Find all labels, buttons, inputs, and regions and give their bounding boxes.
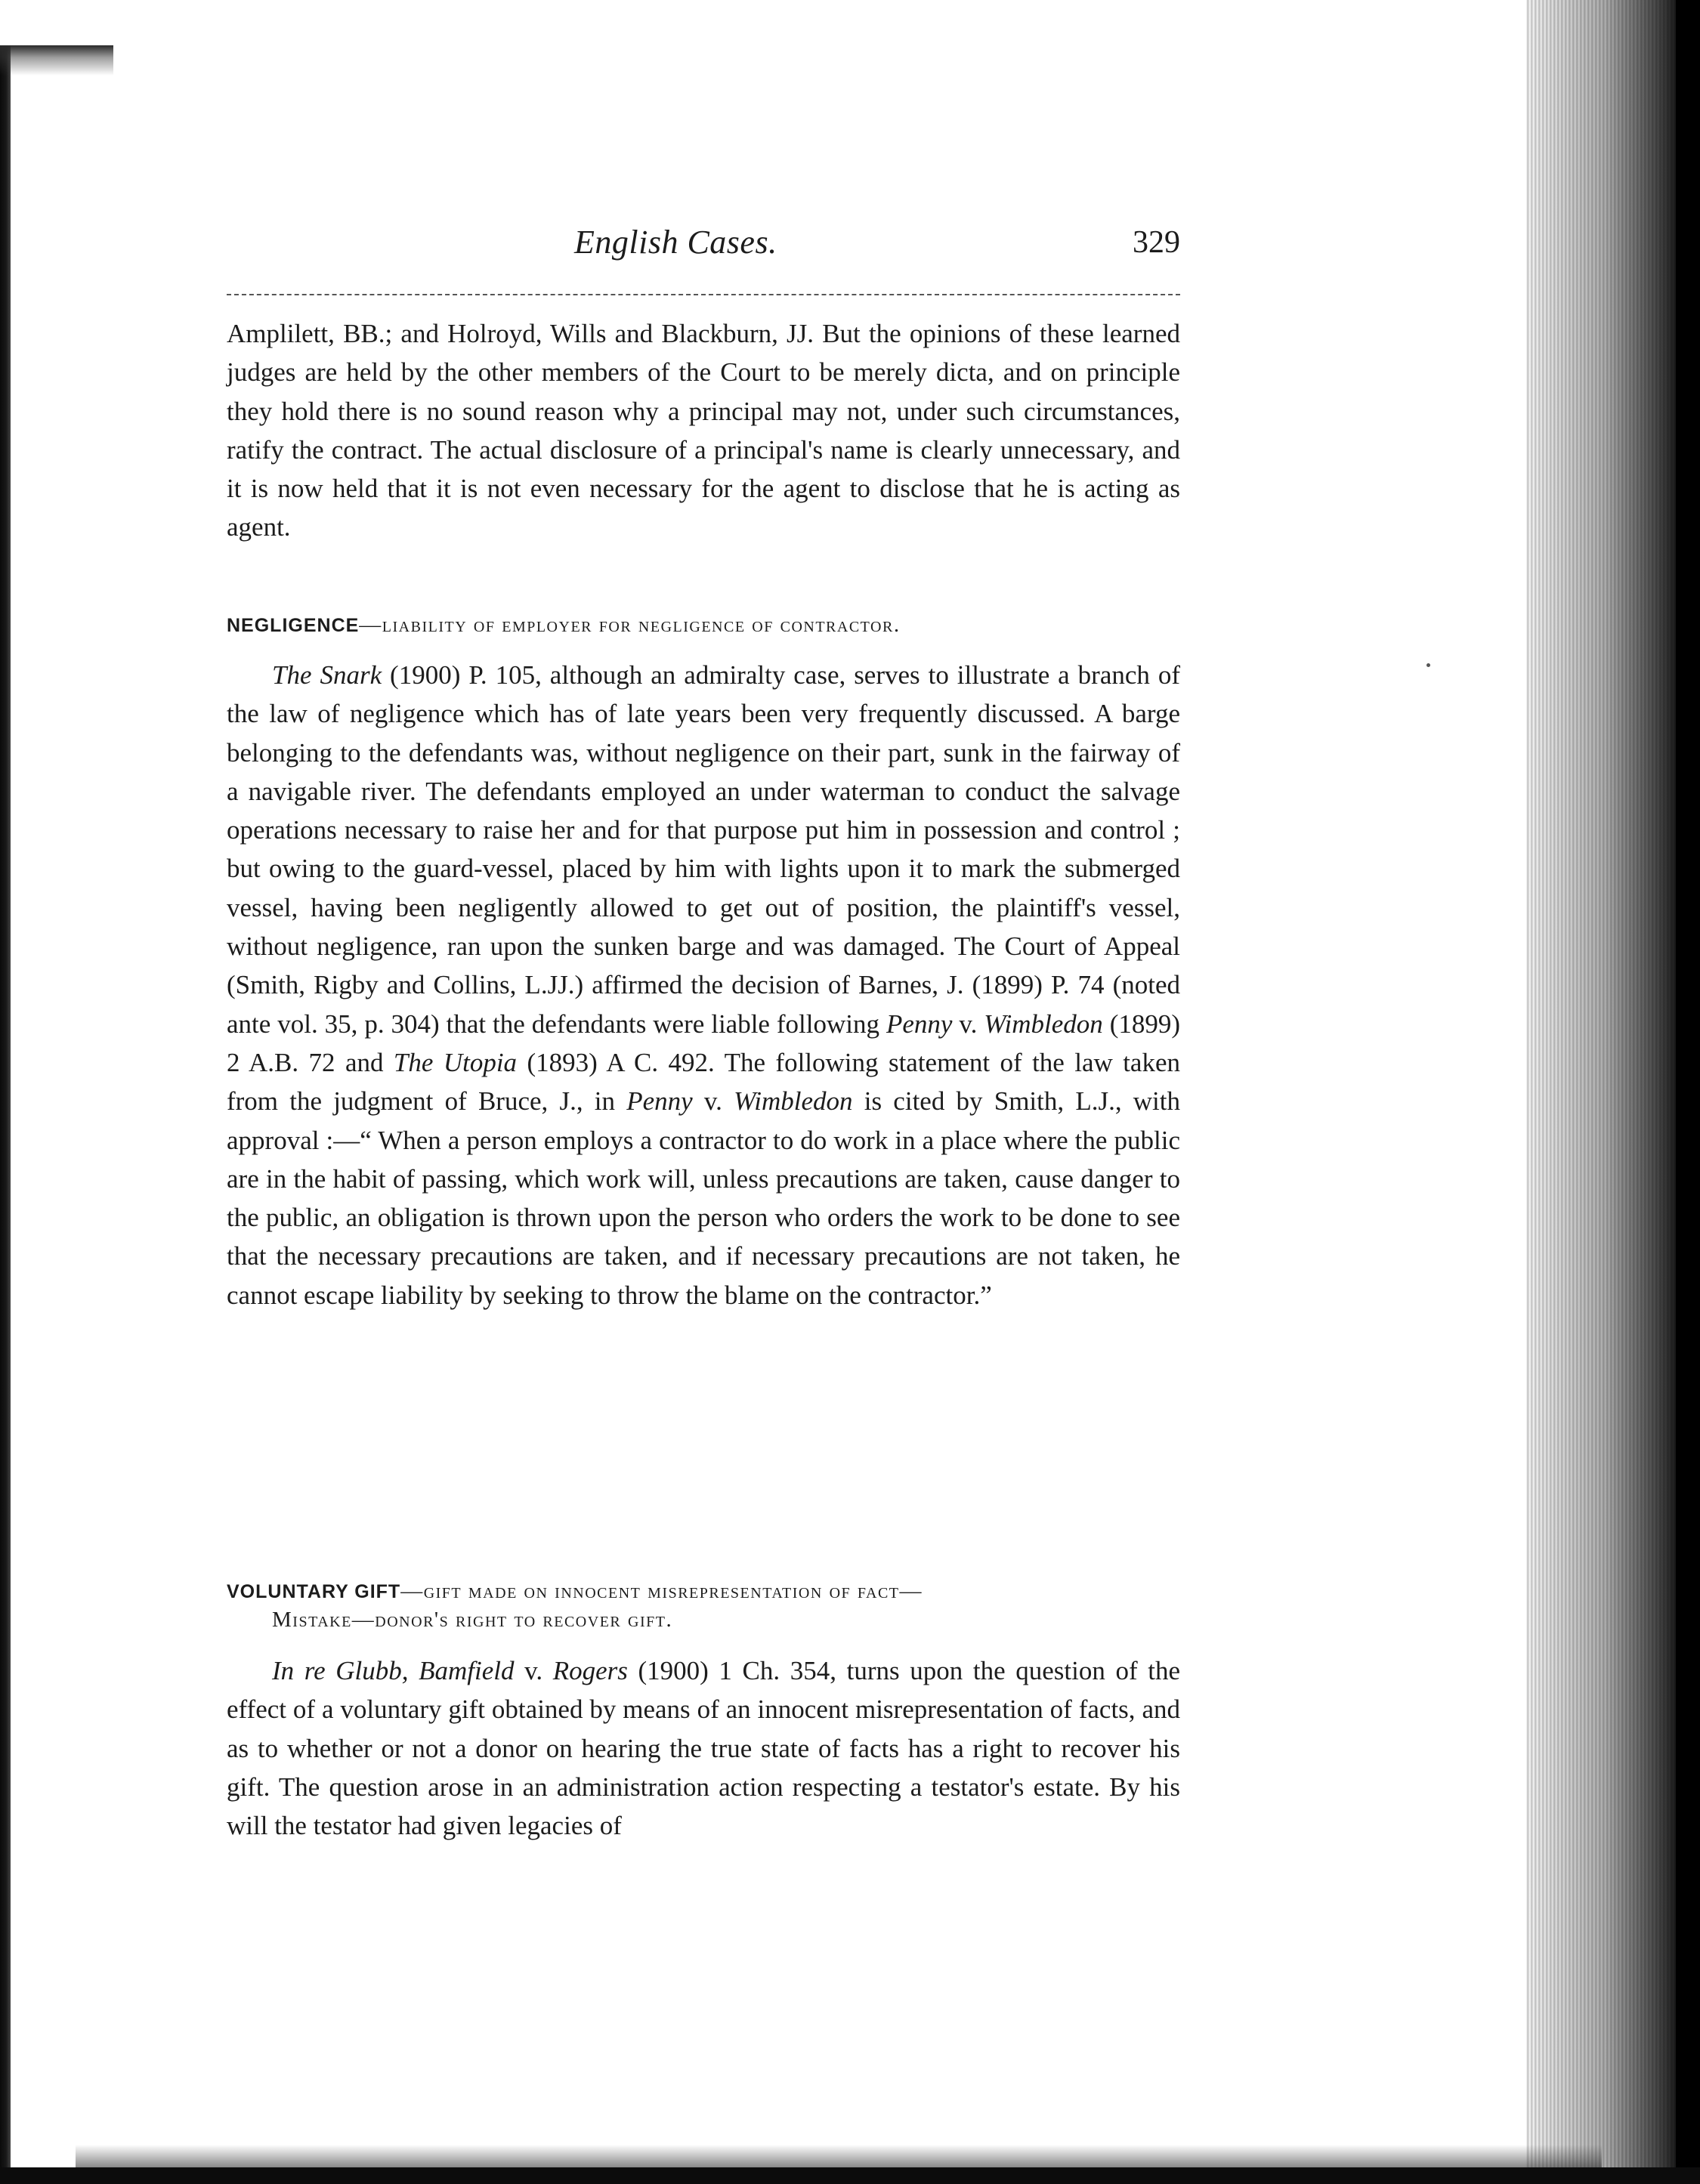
heading-keyword: VOLUNTARY GIFT bbox=[227, 1581, 401, 1602]
heading-subtitle: —liability of employer for negligence of contractor. bbox=[359, 613, 901, 637]
scan-top-left-shadow bbox=[0, 45, 113, 76]
paragraph-segment: is cited by Smith, L.J., with approval :—“ When a person employs a contractor to do work in a place where the public are in the habit of passing, which work will, unless precautions are taken, cause danger to the public, an obligation is thrown upon the person who orders the work to be done to see that the necessary precautions are taken, and if necessary precautions are not taken, he cannot escape liability by seeking to throw the blame on the contractor.” bbox=[227, 1086, 1180, 1310]
paragraph-text bbox=[227, 1651, 1180, 1845]
paragraph-segment: (1893) A C. 492. The following statement of the law taken from the judgment of Bruce, J., in bbox=[227, 1047, 1180, 1117]
voluntary-gift-paragraph bbox=[227, 1651, 1180, 1845]
running-head-title: English Cases. bbox=[574, 224, 777, 261]
scan-left-edge bbox=[0, 45, 11, 2184]
paragraph-text bbox=[227, 656, 1180, 1314]
case-versus: v. bbox=[952, 1009, 984, 1039]
case-party: Rogers bbox=[552, 1656, 628, 1685]
book-page bbox=[227, 223, 1180, 1841]
case-party: Wimbledon bbox=[734, 1086, 853, 1117]
case-name: In re Glubb, Bamfield bbox=[272, 1656, 515, 1685]
page-number: 329 bbox=[1133, 225, 1180, 260]
heading-keyword: NEGLIGENCE bbox=[227, 615, 360, 636]
heading-subtitle-continued: Mistake—donor's right to recover gift. bbox=[272, 1608, 673, 1632]
paragraph-segment: (1900) P. 105, although an admiralty case, serves to illustrate a branch of the law of negligence which has of late years been very frequently discussed. A barge belonging to the defendants was, without negligence on their part, sunk in the fairway of a navigable river. The defendants employed an under waterman to conduct the salvage operations necessary to raise her and for that purpose put him in possession and control ; but owing to the guard-vessel, placed by him with lights upon it to mark the submerged vessel, having been negligently allowed to get out of position, the plaintiff's vessel, without negligence, ran upon the sunken barge and was damaged. The Court of Appeal (Smith, Rigby and Collins, L.JJ.) affirmed the decision of Barnes, J. (1899) P. 74 (noted ante vol. 35, p. 304) that the defendants were liable following bbox=[227, 660, 1180, 1039]
case-versus: v. bbox=[514, 1656, 553, 1685]
continuation-paragraph bbox=[227, 314, 1180, 547]
section-heading-voluntary-gift bbox=[227, 1577, 1180, 1633]
scan-bottom-shadow bbox=[76, 2145, 1602, 2167]
scan-bottom-border bbox=[0, 2167, 1700, 2184]
heading-subtitle: —gift made on innocent misrepresentation of fact— bbox=[400, 1579, 923, 1603]
scan-speck bbox=[1426, 663, 1430, 667]
scan-right-page-edges bbox=[1526, 0, 1700, 2184]
case-name: The Utopia bbox=[393, 1047, 518, 1077]
case-versus: v. bbox=[692, 1086, 734, 1117]
case-party: Penny bbox=[886, 1009, 953, 1039]
paragraph-segment: (1900) 1 Ch. 354, turns upon the question of the effect of a voluntary gift obtained by means of an innocent misrepresentation of facts, and as to whether or not a donor on hearing the true state of facts has a right to recover his gift. The question arose in an administration action respecting a testator's estate. By his will the testator had given legacies of bbox=[227, 1656, 1180, 1841]
running-head bbox=[227, 223, 1180, 283]
case-name: The Snark bbox=[272, 660, 382, 690]
case-party: Penny bbox=[626, 1086, 693, 1117]
paragraph-segment: (1899) 2 A.B. 72 and bbox=[227, 1009, 1180, 1077]
scan-right-border bbox=[1676, 0, 1700, 2184]
negligence-paragraph bbox=[227, 656, 1180, 1314]
paragraph-text: Amplilett, BB.; and Holroyd, Wills and Blackburn, JJ. But the opinions of these learned judges are held by the other members of the Court to be merely dicta, and on principle they hold there is no sound reason why a principal may not, under such circumstances, ratify the contract. The actual disclosure of a principal's name is clearly unnecessary, and it is now held that it is not even necessary for the agent to disclose that he is acting as agent. bbox=[227, 319, 1180, 542]
case-party: Wimbledon bbox=[984, 1009, 1103, 1039]
running-head-rule bbox=[227, 294, 1180, 295]
section-heading-negligence bbox=[227, 611, 1180, 640]
